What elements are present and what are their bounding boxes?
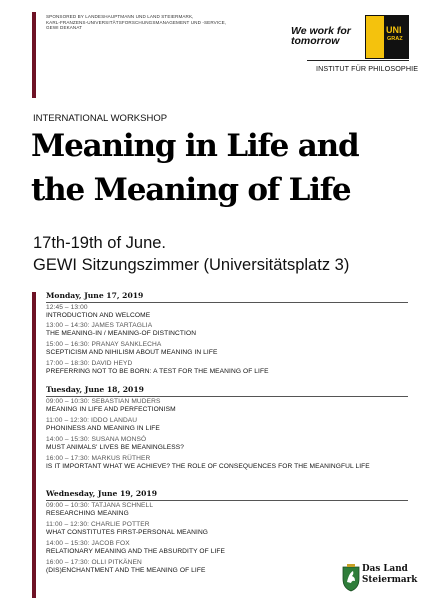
session-time: 15:00 – 16:30: PRANAY SANKLECHA	[46, 341, 162, 348]
session-title: IS IT IMPORTANT WHAT WE ACHIEVE? THE ROLE OF CONSEQUENCES FOR THE MEANINGFUL LIFE	[46, 463, 370, 470]
uni-graz-tagline	[291, 27, 351, 46]
event-kicker: INTERNATIONAL WORKSHOP	[33, 113, 168, 124]
land-line: Steiermark	[362, 575, 418, 585]
event-date-location	[33, 232, 349, 276]
logo-uni-text: UNI	[386, 25, 402, 35]
event-location: GEWI Sitzungszimmer (Universitätsplatz 3)	[33, 256, 350, 274]
institute-divider	[307, 60, 409, 61]
day-heading: Wednesday, June 19, 2019	[46, 489, 157, 498]
session-title: MEANING IN LIFE AND PERFECTIONISM	[46, 406, 176, 413]
session-title: INTRODUCTION AND WELCOME	[46, 312, 151, 319]
tagline-line: tomorrow	[291, 34, 340, 47]
session-time: 11:00 – 12:30: CHARLIE POTTER	[46, 521, 150, 528]
event-title	[31, 124, 421, 212]
land-steiermark-text	[362, 564, 417, 586]
day-divider	[46, 302, 408, 303]
session-time: 16:00 – 17:30: MARKUS RÜTHER	[46, 455, 151, 462]
tagline-line: We work for	[291, 25, 351, 37]
day-heading: Tuesday, June 18, 2019	[46, 385, 144, 394]
title-line: the Meaning of Life	[31, 172, 351, 208]
session-title: RESEARCHING MEANING	[46, 510, 129, 517]
session-time: 12:45 – 13:00	[46, 304, 88, 311]
session-title: PHONINESS AND MEANING IN LIFE	[46, 425, 160, 432]
land-line: Das Land	[362, 564, 408, 574]
uni-graz-logo	[365, 15, 409, 59]
session-time: 13:00 – 14:30: JAMES TARTAGLIA	[46, 322, 153, 329]
session-time: 14:00 – 15:30: JACOB FOX	[46, 540, 130, 547]
institute-name: INSTITUT FÜR PHILOSOPHIE	[316, 64, 419, 73]
session-title: MUST ANIMALS' LIVES BE MEANINGLESS?	[46, 444, 185, 451]
accent-rule-top	[32, 12, 36, 98]
session-time: 11:00 – 12:30: IDDO LANDAU	[46, 417, 138, 424]
day-heading: Monday, June 17, 2019	[46, 291, 144, 300]
session-title: SCEPTICISM AND NIHILISM ABOUT MEANING IN LIFE	[46, 349, 218, 356]
session-title: PREFERRING NOT TO BE BORN: A TEST FOR THE MEANING OF LIFE	[46, 368, 269, 375]
session-time: 14:00 – 15:30: SUSANA MONSÓ	[46, 436, 147, 443]
day-divider	[46, 500, 408, 501]
session-title: (DIS)ENCHANTMENT AND THE MEANING OF LIFE	[46, 567, 206, 574]
event-dates: 17th-19th of June.	[33, 234, 167, 252]
session-title: WHAT CONSTITUTES FIRST-PERSONAL MEANING	[46, 529, 209, 536]
sponsor-line: SPONSORED BY LANDESHAUPTMANN UND LAND STEIERMARK,	[46, 14, 194, 19]
accent-rule-bottom	[32, 292, 36, 598]
sponsor-line: GEWI DEKANAT	[46, 25, 83, 31]
sponsor-line: KARL-FRANZENS-UNIVERSITÄTSFORSCHUNGSMANAGEMENT UND -SERVICE,	[46, 19, 227, 25]
session-title: RELATIONARY MEANING AND THE ABSURDITY OF LIFE	[46, 548, 226, 555]
session-time: 09:00 – 10:30: TATJANA SCHNELL	[46, 502, 154, 509]
day-divider	[46, 396, 408, 397]
session-title: THE MEANING-IN / MEANING-OF DISTINCTION	[46, 330, 197, 337]
session-time: 17:00 – 18:30: DAVID HEYD	[46, 360, 133, 367]
title-line: Meaning in Life and	[31, 128, 359, 164]
session-time: 09:00 – 10:30: SEBASTIAN MUDERS	[46, 398, 161, 405]
logo-graz-text: GRAZ	[387, 36, 403, 42]
sponsor-text	[46, 14, 236, 31]
session-time: 16:00 – 17:30: OLLI PITKÄNEN	[46, 559, 142, 566]
